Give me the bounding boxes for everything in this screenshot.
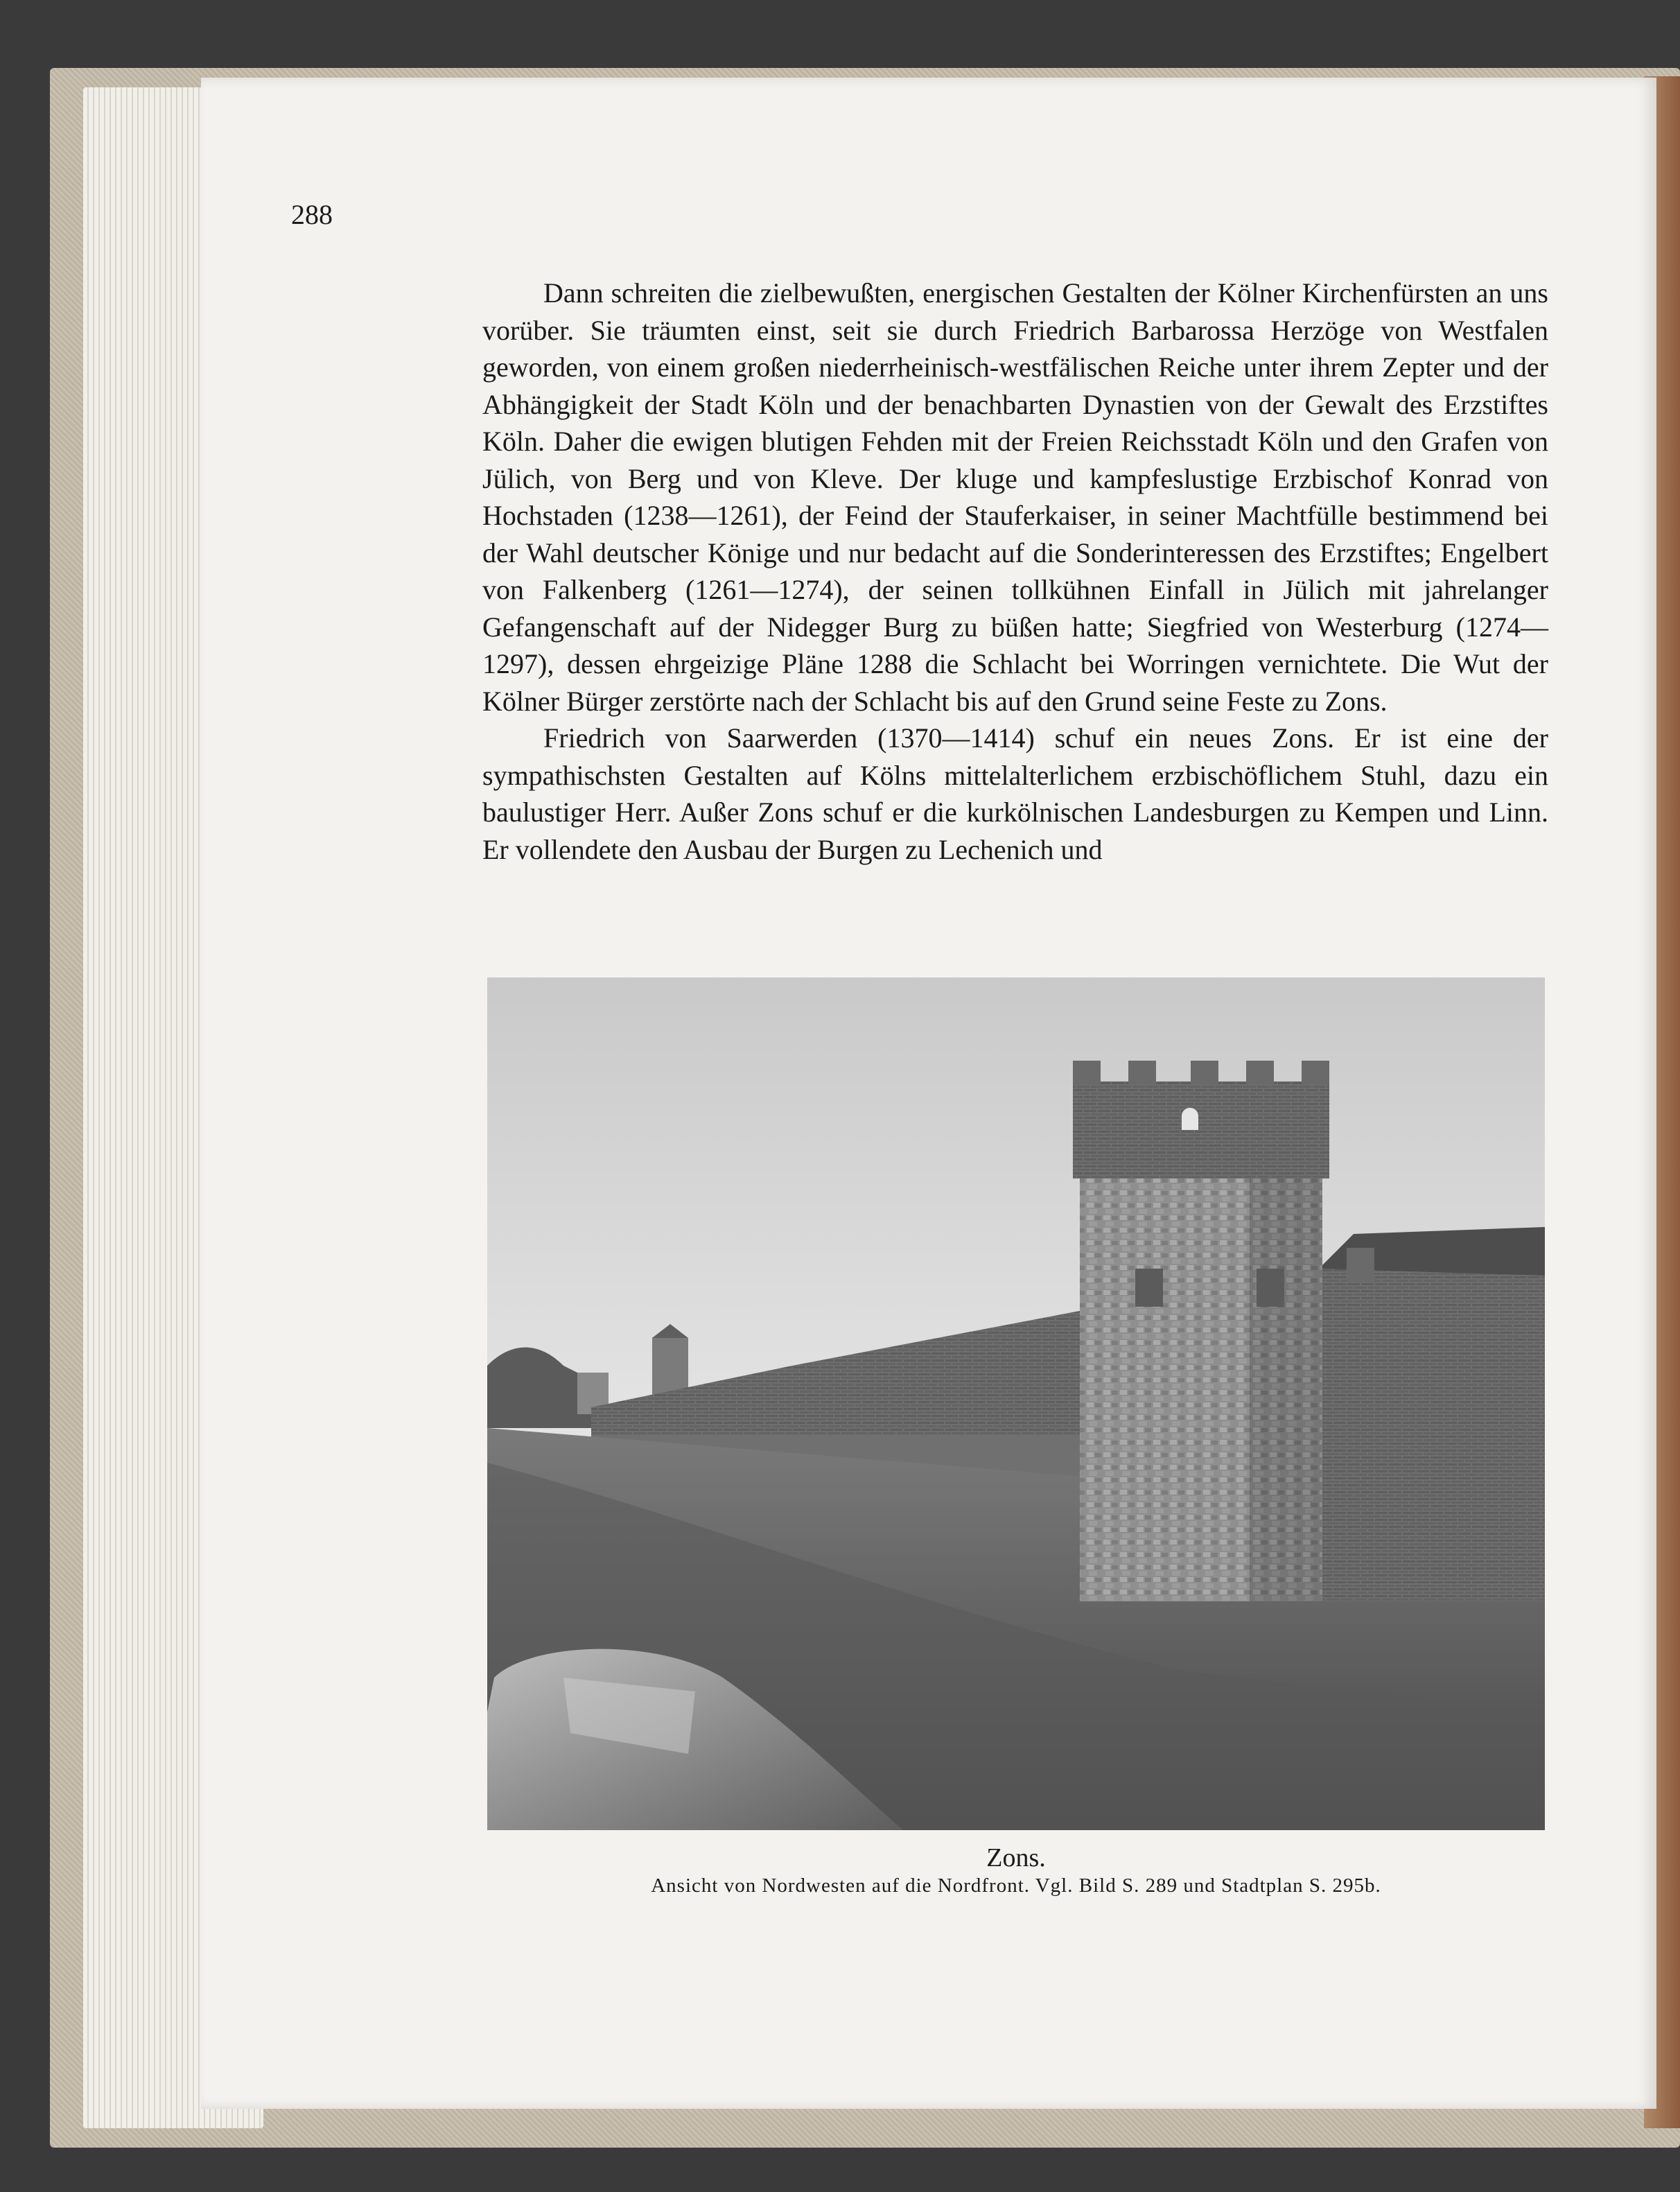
tower-window-left bbox=[1135, 1269, 1163, 1307]
tower-shadow bbox=[1250, 1172, 1322, 1601]
page-number: 288 bbox=[291, 199, 333, 230]
tower-parapet bbox=[1073, 1081, 1329, 1178]
figure-caption-subtitle: Ansicht von Nordwesten auf die Nordfront. Vgl. Bild S. 289 und Stadtplan S. 295b. bbox=[651, 1874, 1381, 1897]
figure-caption-title: Zons. bbox=[986, 1843, 1046, 1872]
tower-window-top bbox=[1182, 1108, 1198, 1130]
paragraph: Friedrich von Saarwerden (1370—1414) schuf ein neues Zons. Er ist eine der sympathischsten Gestalten auf Kölns mittelalterlichem erzbischöflichem Stuhl, dazu ein baulustiger Herr. Außer Zons schuf er die kurkölnischen Landesburgen zu Kempen und Linn. Er vollendete den Ausbau der Burgen zu Lechenich und bbox=[482, 722, 1548, 865]
tower-window-right bbox=[1257, 1269, 1284, 1307]
paragraph: Dann schreiten die zielbewußten, energischen Gestalten der Kölner Kirchenfürsten an uns vorüber. Sie träumten einst, seit sie durch Friedrich Barbarossa Herzöge von Westfalen geworden, von einem großen niederrheinisch-westfälischen Reiche unter ihrem Zepter und der Abhängigkeit der Stadt Köln und der benachbarten Dynastien von der Gewalt des Erzstiftes Köln. Daher die ewigen blutigen Fehden mit der Freien Reichsstadt Köln und den Grafen von Jülich, von Berg und von Kleve. Der kluge und kampfeslustige Erzbischof Konrad von Hochstaden (1238—1261), der Feind der Stauferkaiser, in seiner Machtfülle bestimmend bei der Wahl deutscher Könige und nur bedacht auf die Sonderinteressen des Erzstiftes; Engelbert von Falkenberg (1261—1274), der seinen tollkühnen Einfall in Jülich mit jahrelanger Gefangenschaft auf der Nidegger Burg zu büßen hatte; Siegfried von Westerburg (1274—1297), dessen ehrgeizige Pläne 1288 die Schlacht bei Worringen vernichtete. Die Wut der Kölner Bürger zerstörte nach der Schlacht bis auf den Grund seine Feste zu Zons. bbox=[482, 277, 1548, 717]
chimney bbox=[1347, 1248, 1374, 1282]
figure-photo bbox=[487, 977, 1545, 1830]
building-right bbox=[1319, 1255, 1545, 1601]
body-text bbox=[482, 275, 1548, 868]
photo-drawing bbox=[487, 977, 1545, 1830]
